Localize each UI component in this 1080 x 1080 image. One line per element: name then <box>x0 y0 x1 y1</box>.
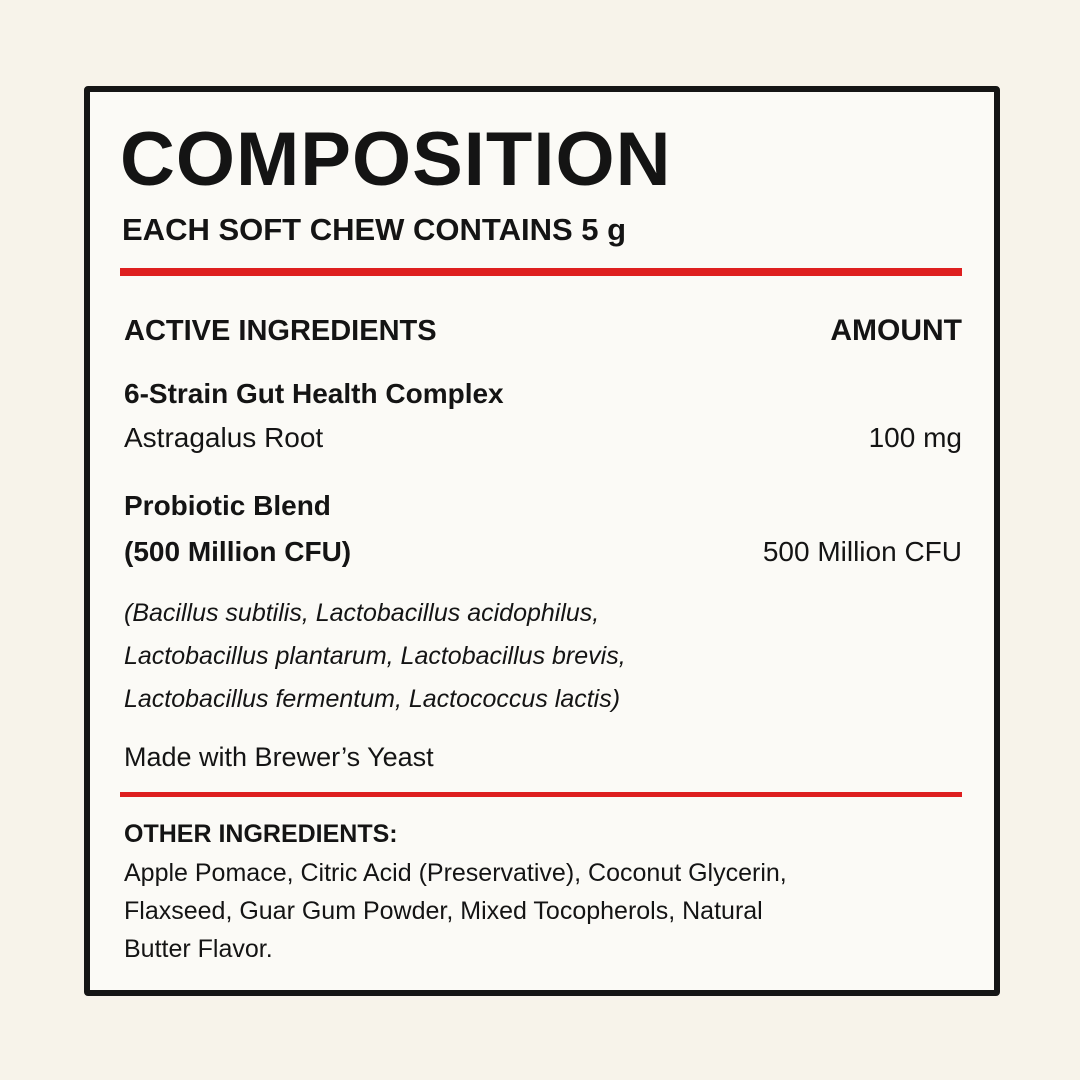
probiotic-name: Probiotic Blend <box>124 490 331 521</box>
serving-size: EACH SOFT CHEW CONTAINS 5 g <box>122 212 627 247</box>
amount-column-header: AMOUNT <box>830 314 962 347</box>
other-ingredients-line: Apple Pomace, Citric Acid (Preservative), Coconut Glycerin, <box>124 859 787 887</box>
probiotic-strains <box>124 592 764 721</box>
column-header <box>124 314 962 348</box>
probiotic-cfu-label: (500 Million CFU) <box>124 536 352 567</box>
strain-line: Lactobacillus fermentum, Lactococcus lactis) <box>124 685 621 713</box>
other-ingredients-line: Flaxseed, Guar Gum Powder, Mixed Tocopherols, Natural <box>124 897 763 925</box>
middle-divider <box>120 792 962 797</box>
probiotic-row <box>124 536 962 568</box>
yeast-note: Made with Brewer’s Yeast <box>124 742 434 772</box>
other-ingredients-list <box>124 854 884 968</box>
complex-row <box>124 422 962 454</box>
strain-line: (Bacillus subtilis, Lactobacillus acidophilus, <box>124 599 600 627</box>
complex-amount: 100 mg <box>868 422 962 453</box>
ingredients-column-header: ACTIVE INGREDIENTS <box>124 315 437 347</box>
strain-line: Lactobacillus plantarum, Lactobacillus brevis, <box>124 642 626 670</box>
composition-label <box>84 86 1000 996</box>
complex-name: 6-Strain Gut Health Complex <box>124 378 504 409</box>
top-divider <box>120 268 962 276</box>
complex-item: Astragalus Root <box>124 422 324 453</box>
label-title: COMPOSITION <box>120 117 672 202</box>
other-ingredients-title: OTHER INGREDIENTS: <box>124 820 398 848</box>
probiotic-amount: 500 Million CFU <box>762 536 962 567</box>
other-ingredients-line: Butter Flavor. <box>124 935 273 963</box>
